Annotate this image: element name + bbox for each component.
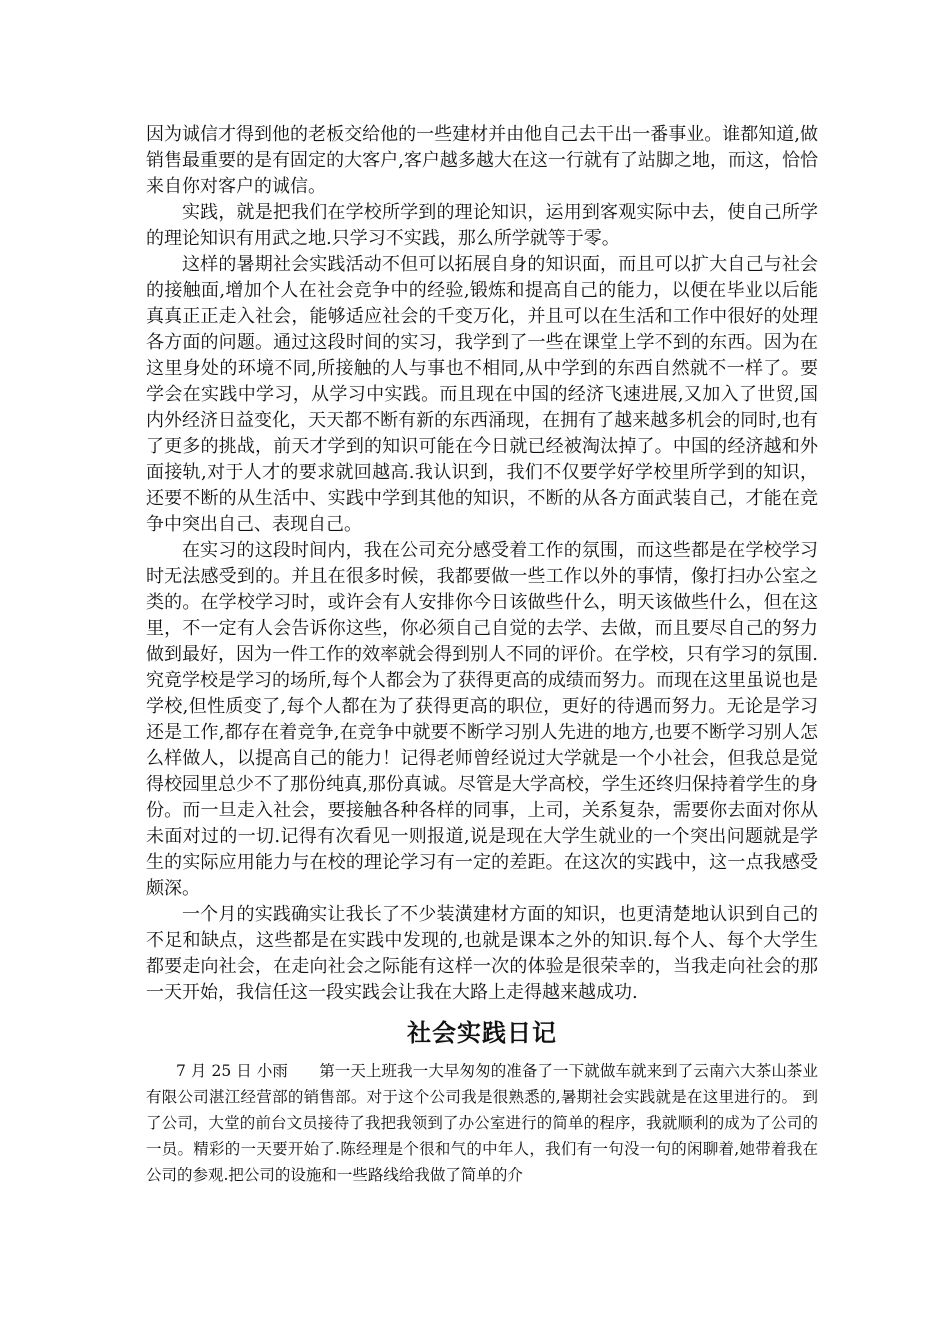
section-heading: 社会实践日记: [407, 1019, 557, 1047]
diary-entry: 7 月 25 日 小雨 第一天上班我一大早匆匆的准备了一下就做车就来到了云南六大茶山茶业有限公司湛江经营部的销售部。对于这个公司我是很熟悉的,暑期社会实践就是在这里进行的。 到了公司，大堂的前台文员接待了我把我领到了办公室进行的简单的程序，我就顺利的成为了公司的一员。精彩的一天要开始了.陈经理是个很和气的中年人，我们有一句没一句的闲聊着,她带着我在公司的参观.把公司的设施和一些路线给我做了简单的介: [146, 1062, 818, 1184]
paragraph-summer-practice: 这样的暑期社会实践活动不但可以拓展自身的知识面，而且可以扩大自己与社会的接触面,增加个人在社会竞争中的经验,锻炼和提高自己的能力，以便在毕业以后能真真正正走入社会，能够适应社会的千变万化，并且可以在生活和工作中很好的处理各方面的问题。通过这段时间的实习，我学到了一些在课堂上学不到的东西。因为在这里身处的环境不同,所接触的人与事也不相同,从中学到的东西自然就不一样了。要学会在实践中学习，从学习中实践。而且现在中国的经济飞速进展,又加入了世贸,国内外经济日益变化，天天都不断有新的东西涌现，在拥有了越来越多机会的同时,也有了更多的挑战，前天才学到的知识可能在今日就已经被淘汰掉了。中国的经济越和外面接轨,对于人才的要求就回越高.我认识到，我们不仅要学好学校里所学到的知识，还要不断的从生活中、实践中学到其他的知识，不断的从各方面武装自己，才能在竞争中突出自己、表现自己。: [146, 254, 818, 535]
essay-body: [146, 122, 818, 1006]
paragraph-conclusion: 一个月的实践确实让我长了不少装潢建材方面的知识，也更清楚地认识到自己的不足和缺点，这些都是在实践中发现的,也就是课本之外的知识.每个人、每个大学生都要走向社会，在走向社会之际能有这样一次的体验是很荣幸的，当我走向社会的那一天开始，我信任这一段实践会让我在大路上走得越来越成功.: [146, 904, 818, 1003]
paragraph-internship: 在实习的这段时间内，我在公司充分感受着工作的氛围，而这些都是在学校学习时无法感受到的。并且在很多时候，我都要做一些工作以外的事情，像打扫办公室之类的。在学校学习时，或许会有人安排你今日该做些什么，明天该做些什么，但在这里，不一定有人会告诉你这些，你必须自己自觉的去学、去做，而且要尽自己的努力做到最好，因为一件工作的效率就会得到别人不同的评价。在学校，只有学习的氛围.究竟学校是学习的场所,每个人都会为了获得更高的成绩而努力。而现在这里虽说也是学校,但性质变了,每个人都在为了获得更高的职位，更好的待遇而努力。无论是学习还是工作,都存在着竞争,在竞争中就要不断学习别人先进的地方,也要不断学习别人怎么样做人，以提高自己的能力！记得老师曾经说过大学就是一个小社会，但我总是觉得校园里总少不了那份纯真,那份真诚。尽管是大学高校，学生还终归保持着学生的身份。而一旦走入社会，要接触各种各样的同事，上司，关系复杂，需要你去面对你从未面对过的一切.记得有次看见一则报道,说是现在大学生就业的一个突出问题就是学生的实际应用能力与在校的理论学习有一定的差距。在这次的实践中，这一点我感受颇深。: [146, 540, 818, 899]
paragraph-practice: 实践，就是把我们在学校所学到的理论知识，运用到客观实际中去，使自己所学的理论知识有用武之地.只学习不实践，那么所学就等于零。: [146, 202, 818, 249]
paragraph-continuation: 因为诚信才得到他的老板交给他的一些建材并由他自己去干出一番事业。谁都知道,做销售最重要的是有固定的大客户,客户越多越大在这一行就有了站脚之地，而这，恰恰来自你对客户的诚信。: [146, 124, 818, 197]
diary-section: [146, 1058, 818, 1188]
